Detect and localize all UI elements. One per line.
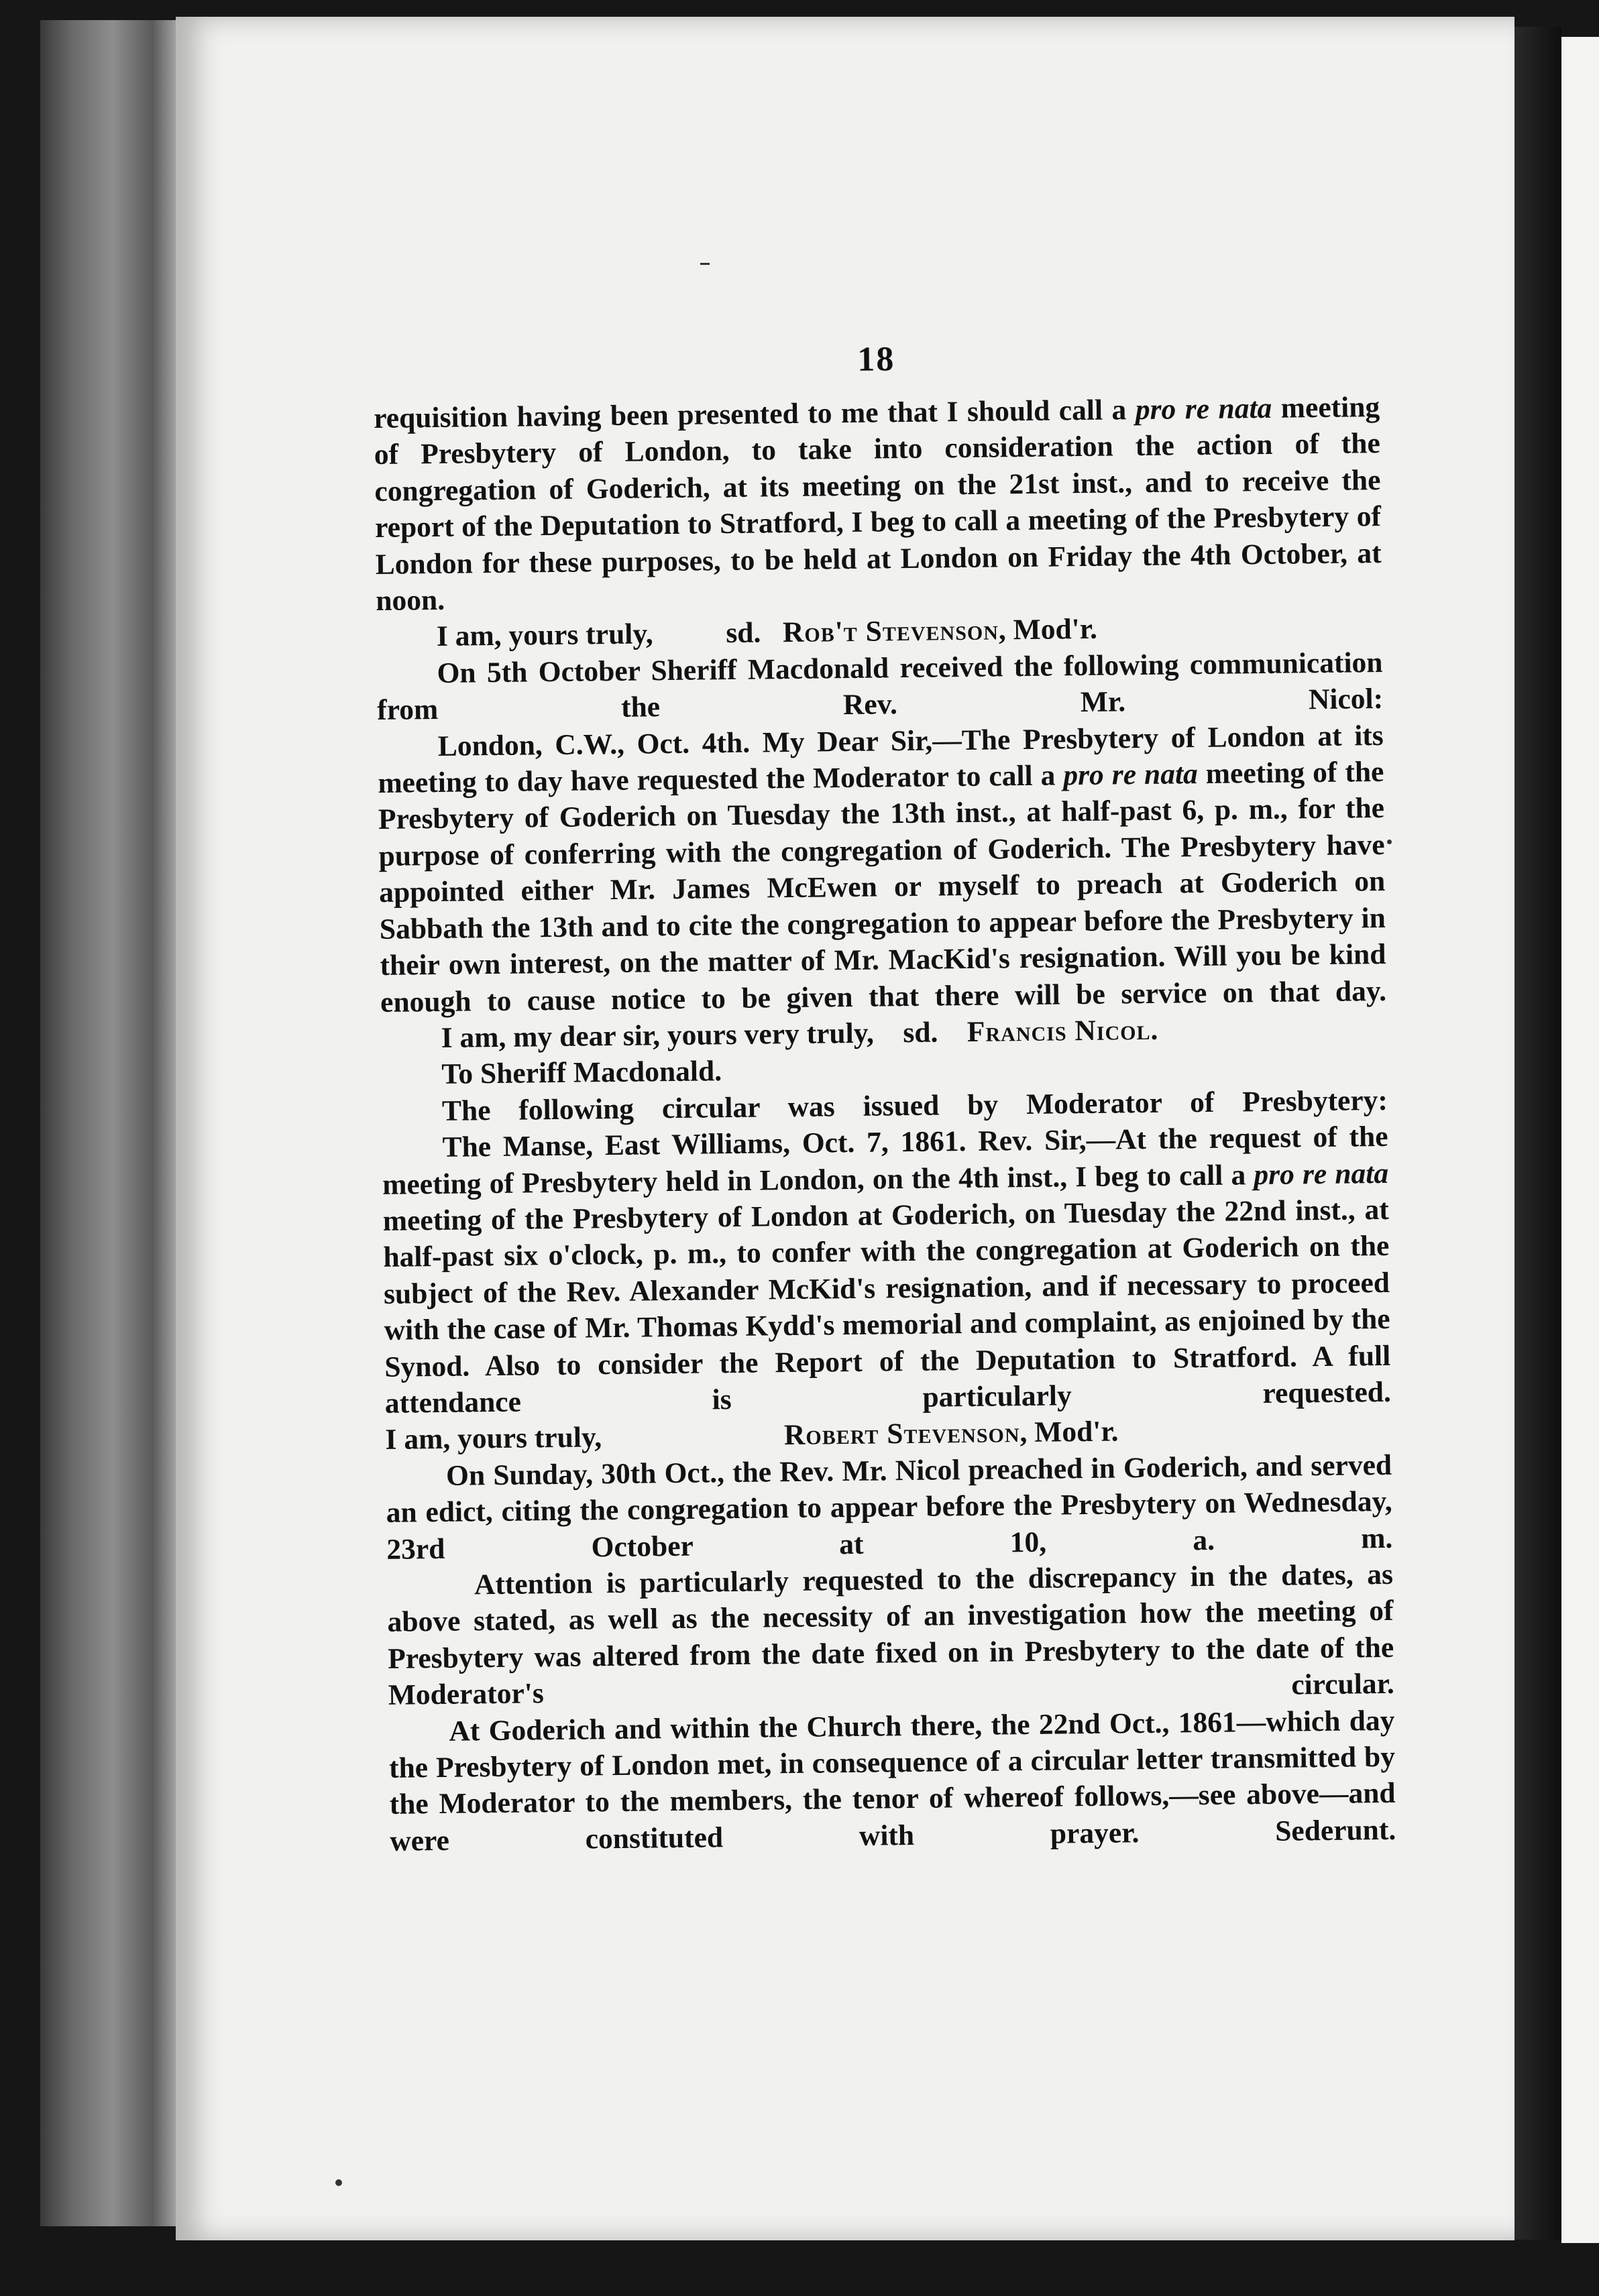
requisition-paragraph	[374, 389, 1382, 619]
text-run: requisition having been presented to me that I should call a	[373, 394, 1136, 435]
adjacent-page-edge	[1561, 37, 1599, 2243]
italic-phrase: pro re nata	[1254, 1157, 1389, 1191]
signature-text: I am, my dear sir, yours very truly, sd.	[441, 1015, 968, 1054]
paragraph: At Goderich and within the Church there, the 22nd Oct., 1861—which day the Presbytery of London met, in consequence of a circular letter transmitted by the Moderator to the members, the tenor of whereof follows,—see above—and were constituted with prayer. Sederunt.	[388, 1704, 1396, 1857]
signature-title: , Mod'r.	[998, 613, 1098, 646]
signature-name: Francis Nicol.	[967, 1013, 1159, 1048]
circular-paragraph	[382, 1118, 1391, 1422]
text-run: London, C.W., Oct. 4th. My Dear Sir,—The Presbytery of London at its meeting to day have requested the Moderator to call a	[378, 719, 1384, 800]
text-run: meeting of the Presbytery of Goderich on Tuesday the 13th inst., at half-past 6, p. m., for the purpose of conferring with the congregation of Goderich. The Presbytery have appointed either Mr. James McEwen or myself to preach at Goderich on Sabbath the 13th and to cite the congregation to appear before the Presbytery in their own interest, on the matter of Mr. MacKid's resignation. Will you be kind enough to cause notice to be given that there will be service on that day.	[378, 756, 1387, 1019]
italic-phrase: pro re nata	[1135, 392, 1272, 426]
addressee-line: To Sheriff Macdonald.	[441, 1055, 722, 1091]
document-text	[373, 334, 1396, 1859]
paragraph: The following circular was issued by Moderator of Presbytery:	[441, 1084, 1388, 1127]
signature-name: Robert Stevenson	[783, 1416, 1020, 1452]
ink-speck	[1387, 840, 1392, 844]
paragraph: On 5th October Sheriff Macdonald received the following communication from the Rev. Mr. Nicol:	[376, 646, 1384, 727]
ink-speck	[700, 263, 710, 265]
italic-phrase: pro re nata	[1063, 758, 1199, 792]
ink-speck	[335, 2179, 342, 2186]
paragraph: Attention is particularly requested to the discrepancy in the dates, as above stated, as well as the necessity of an investigation how the meeting of Presbytery was altered from the date fixed on in Presbytery to the date of the Moderator's circular.	[387, 1558, 1395, 1712]
text-run: The Manse, East Williams, Oct. 7, 1861. Rev. Sir,—At the request of the meeting of Presbytery held in London, on the 4th inst., I beg to call a	[382, 1121, 1388, 1201]
letter-paragraph	[377, 718, 1386, 1021]
signature-text: I am, yours truly,	[385, 1419, 785, 1456]
page-edge-shadow	[1514, 27, 1561, 2240]
page-number: 18	[857, 340, 895, 379]
text-run: meeting of Presbytery of London, to take into consideration the action of the congregation of Goderich, at its meeting on the 21st inst., and to receive the report of the Deputation to Stratford, I beg to call a meeting of the Presbytery of London for these purposes, to be held at London on Friday the 4th October, at noon.	[374, 390, 1382, 618]
signature-text: I am, yours truly, sd.	[436, 616, 783, 653]
text-run: meeting of the Presbytery of London at Goderich, on Tuesday the 22nd inst., at half-past six o'clock, p. m., to confer with the congregation at Goderich on the subject of the Rev. Alexander McKid's resignation, and if necessary to proceed with the case of Mr. Thomas Kydd's memorial and complaint, as enjoined by the Synod. Also to consider the Report of the Deputation to Stratford. A full attendance is particularly requested.	[382, 1193, 1392, 1420]
paragraph: On Sunday, 30th Oct., the Rev. Mr. Nicol preached in Goderich, and served an edict, citing the congregation to appear before the Presbytery on Wednesday, 23rd October at 10, a. m.	[386, 1448, 1393, 1566]
signature-name: Rob't Stevenson	[782, 614, 999, 649]
signature-title: , Mod'r.	[1019, 1415, 1119, 1449]
